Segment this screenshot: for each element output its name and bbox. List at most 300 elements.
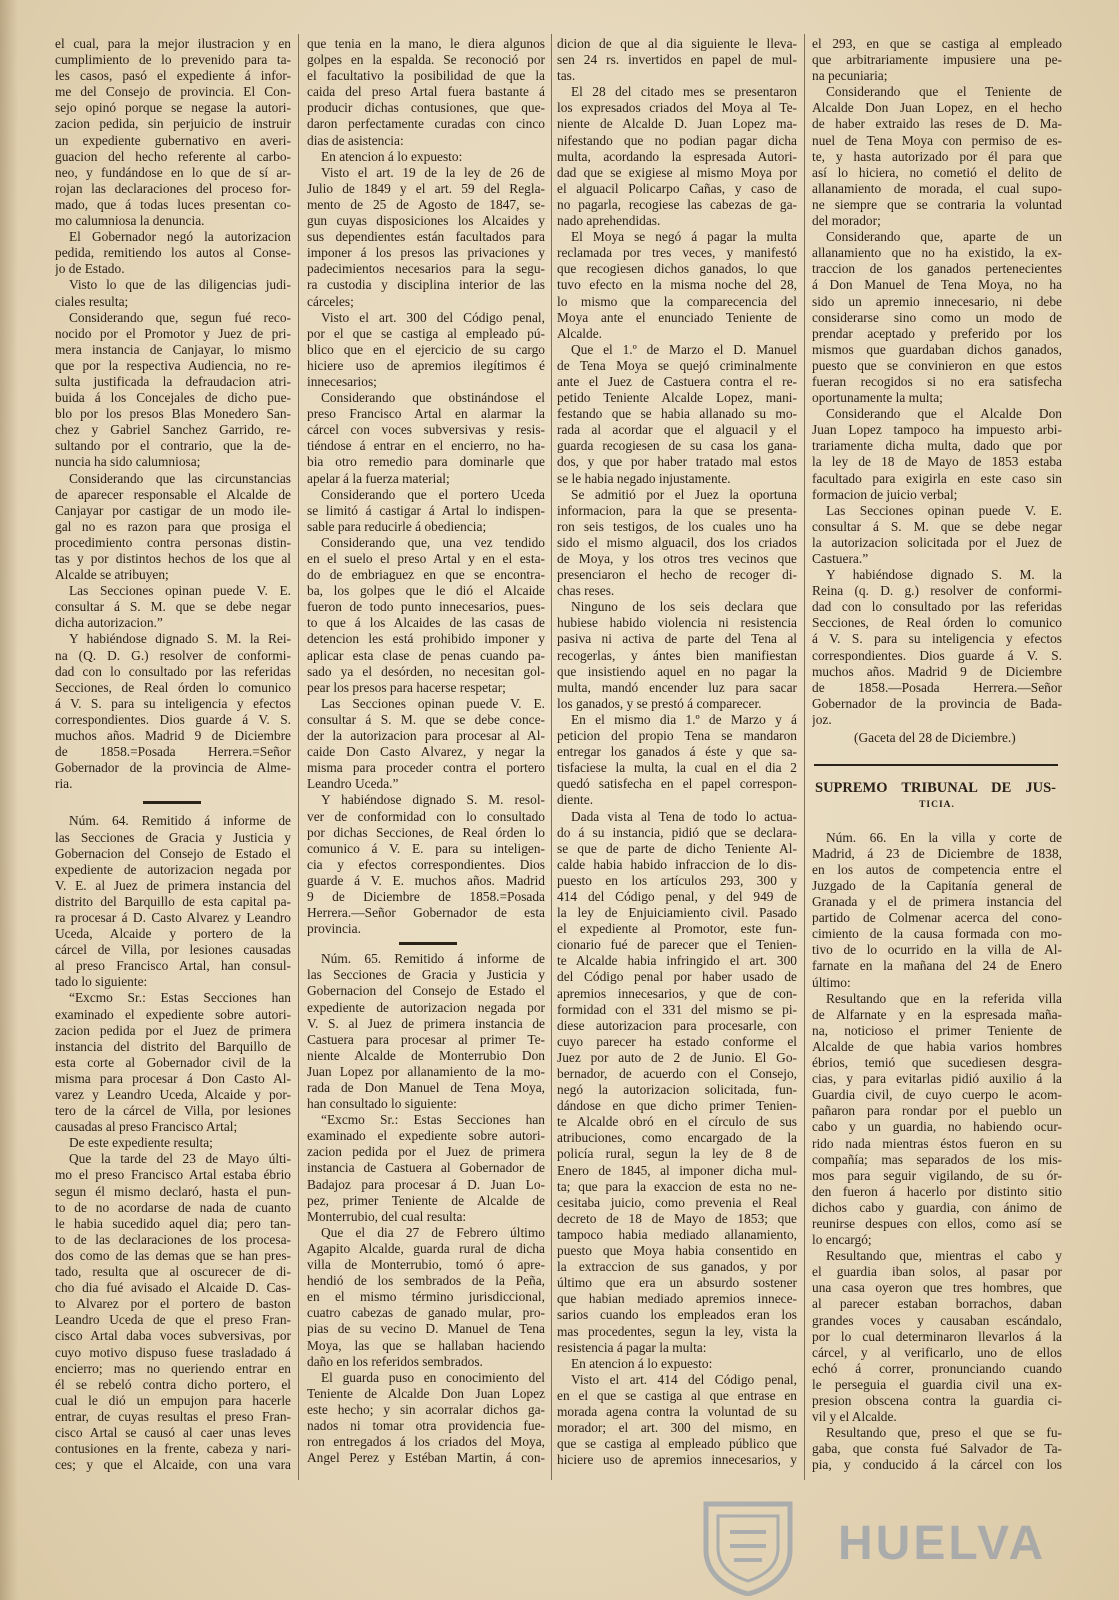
text-line: Considerando que, aparte de un xyxy=(826,229,1062,245)
text-line: nocido por el Promotor y Juez de pri- xyxy=(55,325,291,341)
text-line: Castuera para procesar al primer Te- xyxy=(307,1031,545,1047)
text-line: rojan las declaraciones del proceso for- xyxy=(55,180,291,196)
text-line: Leandro Uceda.” xyxy=(307,776,399,792)
text-line: chas reses. xyxy=(557,583,615,599)
text-line: en el mismo término jurisdiccional, xyxy=(307,1289,545,1305)
text-line: tiéndose á entrar en el encierro, no ha- xyxy=(307,438,545,454)
text-line: Resultando que, preso el que se fu- xyxy=(826,1425,1062,1441)
text-line: nados ni tomar otra providencia fue- xyxy=(307,1417,545,1433)
paragraph xyxy=(55,990,291,1135)
text-line: hiciere uso de apremios ilegítimos é xyxy=(307,357,545,373)
text-line: 414 del Código penal, y del 949 de xyxy=(557,888,797,904)
text-line: nifestando que no podian pagar dicha xyxy=(557,132,797,148)
text-line: puesto que se convinieron en que estos xyxy=(812,357,1062,373)
text-line: joz. xyxy=(812,711,832,727)
paragraph xyxy=(55,583,291,631)
paragraph xyxy=(307,310,545,390)
text-line: De este expediente resulta; xyxy=(69,1135,213,1151)
text-line: allanamiento que no ha existido, la ex- xyxy=(812,245,1062,261)
text-line: Visto lo que de las diligencias judi- xyxy=(69,277,291,293)
paragraph xyxy=(307,951,545,1112)
text-line: dos, y que por haber tratado mal estos xyxy=(557,454,797,470)
paragraph xyxy=(307,390,545,487)
text-line: ra procesar á D. Casto Alvarez y Leandro xyxy=(55,909,291,925)
text-line: último que era un absurdo sostener xyxy=(557,1275,797,1291)
paragraph xyxy=(812,991,1062,1249)
text-line: esta corte al Gobernador civil de la xyxy=(55,1054,291,1070)
text-line: sarios cuando los empleados eran los xyxy=(557,1307,797,1323)
text-line: grandes voces y causaban escándalo, xyxy=(812,1312,1062,1328)
text-line: sultando por el contrario, que la de- xyxy=(55,438,291,454)
text-line: la ley de Enjuiciamiento civil. Pasado xyxy=(557,905,797,921)
text-line: na (Q. D. G.) resolver de conformi- xyxy=(55,647,291,663)
text-line: to Alvarez por el portero de baston xyxy=(55,1296,291,1312)
text-line: aplicar esta clase de penas cuando pa- xyxy=(307,647,545,663)
text-line: en los autos de competencia entre el xyxy=(812,861,1062,877)
text-line: Las Secciones opinan puede V. E. xyxy=(826,502,1062,518)
text-line: Julio de 1849 y el art. 59 del Regla- xyxy=(307,180,545,196)
text-line: mento de 25 de Agosto de 1847, se- xyxy=(307,196,545,212)
text-line: niente Alcalde de Monterrubio Don xyxy=(307,1047,545,1063)
text-line: un expediente gubernativo en averi- xyxy=(55,132,291,148)
text-line: daron perfectamente curadas con cinco xyxy=(307,116,545,132)
text-line: Gobernador de la provincia de Alme- xyxy=(55,760,291,776)
paragraph xyxy=(812,567,1062,728)
page-edge-shadow xyxy=(0,0,18,1600)
text-line: rada al acordar que el alguacil y el xyxy=(557,422,797,438)
text-line: villa de Monterrubio, tomó ó apre- xyxy=(307,1257,545,1273)
text-line: blico que en el ejercicio de su cargo xyxy=(307,341,545,357)
text-line: cuyo motivo dispuso fuese trasladado á xyxy=(55,1344,291,1360)
paragraph xyxy=(557,1372,797,1469)
text-line: hubiese habido violencia ni resistencia xyxy=(557,615,797,631)
text-line: diese autorizacion para procesarle, con xyxy=(557,1017,797,1033)
text-line: Alcalde de que habia varios hombres xyxy=(812,1038,1062,1054)
text-line: sido el mismo alguacil, dos los criados xyxy=(557,534,797,550)
text-line: Alcalde Don Juan Lopez, en el hecho xyxy=(812,100,1062,116)
text-line: mo calumniosa la denuncia. xyxy=(55,213,205,229)
text-line: policía rural, segun la ley de 8 de xyxy=(557,1146,797,1162)
text-line: dad con lo consultado por las referidas xyxy=(812,599,1062,615)
shield-icon xyxy=(700,1498,796,1596)
column-4 xyxy=(812,36,1062,1486)
paragraph xyxy=(55,471,291,584)
text-line: las Secciones de Gracia y Justicia y xyxy=(55,829,291,845)
text-line: mismos que guardaban dichos ganados, xyxy=(812,341,1062,357)
text-line: Juez por auto de 2 de Junio. El Go- xyxy=(557,1049,797,1065)
column-1 xyxy=(55,36,291,1486)
text-line: bernador, de acuerdo con el Consejo, xyxy=(557,1066,797,1081)
text-line: vil y el Alcalde. xyxy=(812,1409,897,1425)
text-line: atribuciones, como encargado de la xyxy=(557,1130,797,1146)
text-line: de 1858.—Posada Herrera.—Señor xyxy=(812,679,1062,695)
text-line: te, y hasta autorizado por él para que xyxy=(812,148,1062,164)
text-line: tas. xyxy=(557,68,576,84)
text-line: Y habiéndose dignado S. M. resol- xyxy=(321,792,545,808)
text-line: pez, primer Teniente de Alcalde de xyxy=(307,1192,545,1208)
text-line: tado lo siguiente: xyxy=(55,974,148,990)
text-line: guacion del hecho referente al carbo- xyxy=(55,148,291,164)
paragraph xyxy=(812,84,1062,229)
text-line: golpes en la espalda. Se reconoció por xyxy=(307,52,545,68)
text-line: den fueron á hacerlo por distinto sitio xyxy=(812,1183,1062,1199)
paragraph xyxy=(812,36,1062,84)
text-line: á V. S. para su inteligencia y efectos xyxy=(812,631,1062,647)
text-line: ver de conformidad con lo consultado xyxy=(307,808,545,824)
text-line: diente. xyxy=(557,792,594,808)
paragraph xyxy=(307,1370,545,1467)
text-line: gun cuyas disposiciones los Alcaides y xyxy=(307,213,545,229)
text-line: encierro; mas no queriendo entrar en xyxy=(55,1360,291,1376)
text-line: ra custodia y disciplina interior de las xyxy=(307,277,545,293)
text-line: les casos, pasó el expediente á infor- xyxy=(55,68,291,84)
text-line: que se castiga al empleado público que xyxy=(557,1436,797,1452)
text-line: de haber extraido las reses de D. Ma- xyxy=(812,116,1062,132)
text-line: innecesarios; xyxy=(307,373,377,389)
text-line: morador; el art. 300 del mismo, en xyxy=(557,1420,797,1436)
text-line: el expediente al Promotor, este fun- xyxy=(557,921,797,937)
text-line: Juan Lopez tampoco ha impuesto arbi- xyxy=(812,422,1062,438)
column-3 xyxy=(557,36,797,1486)
text-line: formidad con el 331 del mismo se pi- xyxy=(557,1001,797,1017)
text-line: instancia del distrito del Barquillo de xyxy=(55,1038,291,1054)
text-line: contusiones en la frente, cabeza y nari- xyxy=(55,1441,291,1457)
paragraph xyxy=(55,229,291,277)
paragraph xyxy=(557,229,797,342)
text-line: Madrid, á 23 de Diciembre de 1838, xyxy=(812,845,1062,861)
paragraph xyxy=(55,631,291,792)
separator-rule xyxy=(812,746,1062,780)
text-line: cárcel, y al verificarlo, uno de ellos xyxy=(812,1344,1062,1360)
text-line: farnate en la mañana del 24 de Enero xyxy=(812,958,1062,974)
text-line: Granada y el de primera instancia del xyxy=(812,894,1062,910)
text-line: guarda recogiesen de su casa los gana- xyxy=(557,438,797,454)
paragraph xyxy=(812,830,1062,991)
text-line: negó la autorizacion solicitada, fun- xyxy=(557,1082,797,1098)
text-line: Considerando que, segun fué reco- xyxy=(69,309,291,325)
text-line: producir dichas contusiones, que que- xyxy=(307,100,545,116)
text-line: se que de parte de dicho Teniente Al- xyxy=(557,840,797,856)
text-line: ciales resulta; xyxy=(55,293,129,309)
text-line: hiciere uso de apremios innecesarios, y xyxy=(557,1452,797,1468)
text-line: apremios innecesarios, y que de con- xyxy=(557,985,797,1001)
text-line: sido un apremio innecesario, ni debe xyxy=(812,293,1062,309)
text-line: Gobernacion del Consejo de Estado el xyxy=(55,845,291,861)
text-line: Ninguno de los seis declara que xyxy=(571,599,797,615)
text-line: Considerando que las circunstancias xyxy=(69,470,291,486)
text-line: expediente de autorizacion negada por xyxy=(307,999,545,1015)
text-line: na, noticioso el primer Teniente de xyxy=(812,1022,1062,1038)
text-line: Gobernacion del Consejo de Estado el xyxy=(307,983,545,999)
text-line: ne siempre que se contraria la voluntad xyxy=(812,196,1062,212)
section-heading xyxy=(812,780,1062,813)
text-line: En el mismo dia 1.º de Marzo y á xyxy=(571,711,797,727)
text-line: procedimiento contra personas distin- xyxy=(55,534,291,550)
text-line: compañía; mas separados de los mis- xyxy=(812,1151,1062,1167)
text-line: la ley de 18 de Mayo de 1853 estaba xyxy=(812,454,1062,470)
text-line: detencion les está prohibido imponer y xyxy=(307,631,545,647)
text-line: han consultado lo siguiente: xyxy=(307,1096,457,1112)
text-line: Núm. 65. Remitido á informe de xyxy=(321,951,545,967)
text-line: Considerando que el portero Uceda xyxy=(321,486,545,502)
text-line: los ganados, y se prestó á comparecer. xyxy=(557,695,762,711)
text-line: nado aprehendidas. xyxy=(557,213,661,229)
text-line: calde habia habido infraccion de lo dis- xyxy=(557,856,797,872)
source-citation: (Gaceta del 28 de Diciembre.) xyxy=(854,730,1016,746)
text-line: que recogiesen dichos ganados, lo que xyxy=(557,261,797,277)
text-line: no pagarla, recogiese las cabezas de ga- xyxy=(557,196,797,212)
paragraph xyxy=(557,599,797,712)
text-line: expediente de autorizacion negada por xyxy=(55,861,291,877)
text-line: el 293, en que se castiga al empleado xyxy=(812,36,1062,51)
text-line: facultado para exigirla en este caso sin xyxy=(812,470,1062,486)
text-line: consultar á S. M. que se debe conce- xyxy=(307,711,545,727)
text-line: sulta justificada la defraudacion atri- xyxy=(55,373,291,389)
text-line: Que el dia 27 de Febrero último xyxy=(321,1224,545,1240)
paragraph xyxy=(55,36,291,229)
paragraph xyxy=(55,1135,291,1151)
text-line: me del Consejo de provincia. El Con- xyxy=(55,84,291,100)
text-line: el alguacil Policarpo Cañas, y caso de xyxy=(557,180,797,196)
text-line: dicion de que al dia siguiente le lleva- xyxy=(557,36,797,51)
text-line: neo, y fundándose en lo que de sí ar- xyxy=(55,164,291,180)
text-line: el facultativo la posibilidad de que la xyxy=(307,68,545,84)
text-line: “Excmo Sr.: Estas Secciones han xyxy=(69,990,291,1006)
paragraph xyxy=(812,503,1062,567)
text-line: misma para procesar á Don Casto Al- xyxy=(55,1070,291,1086)
text-line: El 28 del citado mes se presentaron xyxy=(571,84,797,100)
text-line: ria. xyxy=(55,776,73,792)
text-line: ébrios, temió que sucediesen desgra- xyxy=(812,1055,1062,1071)
text-line: prendar aceptado y preferido por los xyxy=(812,325,1062,341)
paragraph xyxy=(557,487,797,600)
text-line: lo encargó; xyxy=(812,1232,872,1248)
text-line: oportunamente la multa; xyxy=(812,390,943,406)
text-line: pear los presos para hacerse respetar; xyxy=(307,679,506,695)
text-line: multa, mandó encender luz para sacar xyxy=(557,679,797,695)
text-line: muchos años. Madrid 9 de Diciembre xyxy=(55,728,291,744)
text-line: así lo hiciera, no cometió el delito de xyxy=(812,164,1062,180)
text-line: En atencion á lo expuesto: xyxy=(571,1355,713,1371)
paragraph xyxy=(55,310,291,471)
text-line: que insistiendo aquel en no pagar la xyxy=(557,663,797,679)
column-divider xyxy=(298,34,299,1480)
text-line: en el suelo el preso Artal y en el esta- xyxy=(307,551,545,566)
text-line: to de no acordarse de nada de cuanto xyxy=(55,1199,291,1215)
text-line: mera instancia de Canjayar, lo mismo xyxy=(55,341,291,357)
watermark-text: HUELVA xyxy=(838,1517,1047,1570)
text-line: jo de Estado. xyxy=(55,261,125,277)
text-line: que habian mediado apremios innece- xyxy=(557,1291,797,1307)
text-line: cabo y un guardia, no habiendo ocur- xyxy=(812,1119,1062,1135)
text-line: Las Secciones opinan puede V. E. xyxy=(321,695,545,711)
text-line: Angel Perez y Estéban Martin, á con- xyxy=(307,1450,545,1466)
text-line: guarde á V. E. muchos años. Madrid xyxy=(307,872,545,888)
paragraph xyxy=(307,696,545,793)
paragraph xyxy=(307,1112,545,1225)
text-line: Moya, las que se hallaban haciendo xyxy=(307,1337,545,1353)
text-line: Guardia civil, de cuyo cuerpo le acom- xyxy=(812,1087,1062,1103)
paragraph xyxy=(307,36,545,149)
text-line: se limitó á castigar á Artal lo indispen- xyxy=(307,502,545,518)
text-line: Uceda, Alcaide y portero de la xyxy=(55,926,291,942)
text-line: que por la respectiva Audiencia, no re- xyxy=(55,357,291,373)
text-line: ba, los golpes que le dió el Alcaide xyxy=(307,583,545,599)
text-line: se le habia negado injustamente. xyxy=(557,470,731,486)
paragraph xyxy=(307,535,545,696)
text-line: Considerando que, una vez tendido xyxy=(321,534,545,550)
text-line: Visto el art. 300 del Código penal, xyxy=(321,309,545,325)
text-line: pasiva ni activa de parte del Tena al xyxy=(557,631,797,647)
text-line: Juzgado de la Capitanía general de xyxy=(812,878,1062,893)
paragraph xyxy=(307,792,545,937)
text-line: cárcel con voces subversivas y resis- xyxy=(307,422,545,438)
paragraph xyxy=(557,84,797,229)
text-line: En atencion á lo expuesto: xyxy=(321,148,463,164)
text-line: dad que se exigiese al mismo Moya por xyxy=(557,164,797,180)
text-line: te Alcalde obró en el círculo de sus xyxy=(557,1114,797,1130)
paragraph xyxy=(812,1425,1062,1473)
text-line: correspondientes. Dios guarde á V. S. xyxy=(55,711,291,727)
text-line: reclamada por tres veces, y manifestó xyxy=(557,245,797,261)
paragraph xyxy=(307,165,545,310)
text-line: examinado el expediente sobre autori- xyxy=(307,1128,545,1144)
text-line: Visto el art. 19 de la ley de 26 de xyxy=(321,164,545,180)
text-line: dándose en que dicho primer Tenien- xyxy=(557,1098,797,1114)
text-line: Leandro Uceda de que el preso Fran- xyxy=(55,1312,291,1328)
text-line: á Don Manuel de Tena Moya, no ha xyxy=(812,277,1062,293)
text-line: pia, y conducido á la cárcel con los xyxy=(812,1457,1062,1473)
text-line: fueron de todo punto innecesarios, pues- xyxy=(307,599,545,615)
column-2 xyxy=(307,36,545,1486)
text-line: Badajoz para procesar á D. Juan Lo- xyxy=(307,1176,545,1192)
text-line: ron entregados á los criados del Moya, xyxy=(307,1434,545,1450)
text-line: puesto en los artículos 293, 300 y xyxy=(557,872,797,888)
text-line: El Gobernador negó la autorizacion xyxy=(69,229,291,245)
text-line: de Tena Moya se quejó criminalmente xyxy=(557,357,797,373)
paragraph xyxy=(307,487,545,535)
text-line: Dada vista al Tena de todo lo actua- xyxy=(571,808,797,824)
text-line: que tenia en la mano, le diera algunos xyxy=(307,36,545,51)
text-line: daño en los referidos sembrados. xyxy=(307,1353,483,1369)
text-line: examinado el expediente sobre autori- xyxy=(55,1006,291,1022)
text-line: Considerando que el Teniente de xyxy=(826,84,1062,100)
text-line: fueran recogidos si no era satisfecha xyxy=(812,373,1062,389)
text-line: Visto el art. 414 del Código penal, xyxy=(571,1371,797,1387)
text-line: Secciones, de Real órden lo comunico xyxy=(812,615,1062,631)
paragraph xyxy=(55,813,291,990)
text-line: blo por los presos Blas Monedero San- xyxy=(55,406,291,422)
text-line: por lo cual determinaron llevarlos á la xyxy=(812,1328,1062,1344)
text-line: do de embriaguez en que se encontra- xyxy=(307,567,545,583)
column-divider xyxy=(804,34,805,1480)
text-line: Núm. 64. Remitido á informe de xyxy=(69,813,291,829)
paragraph xyxy=(557,1356,797,1372)
text-line: misma para proceder contra el portero xyxy=(307,760,545,776)
text-line: traccion de los ganados pertenecientes xyxy=(812,261,1062,277)
text-line: to que á los Alcaides de las casas de xyxy=(307,615,545,631)
text-line: último: xyxy=(812,974,851,990)
text-line: cias, y para evitarlas pidió auxilio á la xyxy=(812,1071,1062,1087)
text-line: rada de Don Manuel de Tena Moya, xyxy=(307,1080,545,1095)
text-line: el guardia iban solos, al pasar por xyxy=(812,1264,1062,1280)
text-line: V. S. al Juez de primera instancia de xyxy=(307,1015,545,1031)
text-line: cionario fué de parecer que el Tenien- xyxy=(557,937,797,953)
text-line: 9 de Diciembre de 1858.=Posada xyxy=(307,888,545,904)
text-line: sado ya el desórden, no necesitan gol- xyxy=(307,663,545,679)
text-line: mos para seguir vigilando, de su ór- xyxy=(812,1167,1062,1183)
text-line: de aparecer responsable el Alcalde de xyxy=(55,486,291,502)
text-line: Juan Lopez por allanamiento de la mo- xyxy=(307,1063,545,1079)
text-line: causadas al preso Francisco Artal; xyxy=(55,1119,238,1135)
text-line: que arbitrariamente impusiere una pe- xyxy=(812,52,1062,68)
text-line: mo el preso Francisco Artal estaba ébrio xyxy=(55,1167,291,1183)
text-line: tampoco habia mediado allanamiento, xyxy=(557,1226,797,1242)
text-line: considerarse sino como un modo de xyxy=(812,309,1062,325)
separator-rule xyxy=(307,937,545,951)
text-line: formacion de juicio verbal; xyxy=(812,486,958,502)
text-line: entregar los ganados á éste y que sa- xyxy=(557,744,797,760)
text-line: segun él mismo declaró, hasta el pun- xyxy=(55,1183,291,1199)
text-line: de Alfarnate y en la espresada maña- xyxy=(812,1006,1062,1022)
text-line: dad con lo consultado por las referidas xyxy=(55,663,291,679)
text-line: Resultando que, mientras el cabo y xyxy=(826,1248,1062,1264)
text-line: Reina (q. D. g.) resolver de conformi- xyxy=(812,583,1062,599)
text-line: El guarda puso en conocimiento del xyxy=(321,1369,545,1385)
text-line: Castuera.” xyxy=(812,551,869,566)
text-line: Alcalde. xyxy=(557,325,602,341)
text-line: cumplimiento de lo prevenido para ta- xyxy=(55,52,291,68)
text-line: lo mismo que la comparecencia del xyxy=(557,293,797,309)
text-line: dias de asistencia: xyxy=(307,132,404,148)
text-line: muchos años. Madrid 9 de Diciembre xyxy=(812,663,1062,679)
text-line: ante el Juez de Castuera contra el re- xyxy=(557,373,797,389)
text-line: del morador; xyxy=(812,213,881,229)
text-line: zacion pedida, sin perjuicio de instruir xyxy=(55,116,291,132)
text-line: varez y Leandro Uceda, Alcaide y por- xyxy=(55,1087,291,1102)
text-line: rido nada mientras éstos fueron en su xyxy=(812,1135,1062,1151)
paragraph xyxy=(557,36,797,84)
text-line: resistencia á pagar la multa: xyxy=(557,1339,707,1355)
paragraph xyxy=(812,229,1062,406)
text-line: Las Secciones opinan puede V. E. xyxy=(69,583,291,599)
text-line: sen 24 rs. invertidos en papel de mul- xyxy=(557,52,797,68)
text-line: Secciones, de Real órden lo comunico xyxy=(55,679,291,695)
paragraph xyxy=(557,809,797,1356)
text-line: tas y por distintos hechos de los que al xyxy=(55,551,291,566)
text-line: “Excmo Sr.: Estas Secciones han xyxy=(321,1112,545,1128)
text-line: al preso Francisco Artal, han consul- xyxy=(55,958,291,974)
text-line: nuel de Tena Moya con permiso de es- xyxy=(812,132,1062,148)
paragraph xyxy=(55,277,291,309)
text-line: nuncia ha sido calumniosa; xyxy=(55,454,201,470)
text-line: sable para reducirle á obediencia; xyxy=(307,518,487,534)
text-line: festando que se habia allanado su mo- xyxy=(557,406,797,422)
text-line: do á su instancia, pidió que se declara- xyxy=(557,824,797,840)
text-line: pedida, remitiendo los autos al Conse- xyxy=(55,245,291,261)
text-line: cisco Artal daba voces subversivas, por xyxy=(55,1328,291,1344)
text-line: entrar, de cuyas resultas el preso Fran- xyxy=(55,1408,291,1424)
text-line: los expresados criados del Moya al Te- xyxy=(557,100,797,116)
text-line: Teniente de Alcalde Don Juan Lopez xyxy=(307,1385,545,1401)
section-heading-line: TICIA. xyxy=(919,800,955,811)
text-line: cárceles; xyxy=(307,293,354,309)
text-line: cual le dió un empujon para hacerle xyxy=(55,1392,291,1408)
text-line: echó á correr, pronunciando cuando xyxy=(812,1360,1062,1376)
text-line: buida á los Concejales de dicho pue- xyxy=(55,390,291,406)
text-line: V. E. al Juez de primera instancia del xyxy=(55,877,291,893)
text-line: imponer á los presos las privaciones y xyxy=(307,245,545,261)
